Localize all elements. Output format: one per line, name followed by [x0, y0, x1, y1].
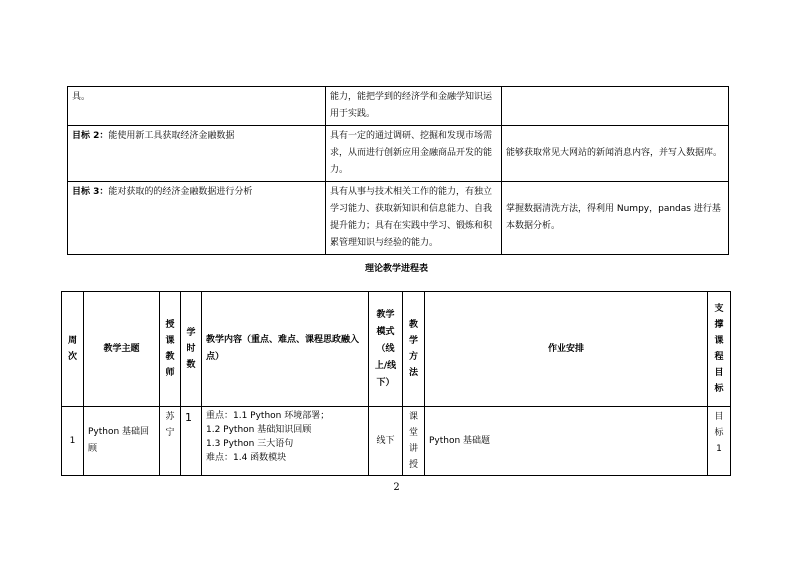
col-header-content: 教学内容（重点、难点、课程思政融入点）	[202, 292, 369, 407]
col-header-hours	[181, 292, 202, 407]
col-header-topic: 教学主题	[84, 292, 160, 407]
goal-cell	[68, 182, 326, 255]
teaching-schedule-table	[61, 291, 731, 476]
table-row	[62, 407, 731, 476]
vertical-text: 周 次	[67, 336, 77, 362]
support-cell: 能够获取常见大网站的新闻消息内容，并写入数据库。	[502, 126, 729, 182]
method-cell	[403, 407, 425, 476]
mode-cell: 线下	[369, 407, 403, 476]
col-header-week	[62, 292, 84, 407]
content-line: 1.3 Python 三大语句	[206, 439, 294, 449]
goal-label: 目标 3：	[72, 187, 109, 197]
goal-label: 目标 2：	[72, 131, 109, 141]
hours-cell: 1	[181, 407, 202, 476]
vertical-text: 支 撑 课 程 目 标	[714, 304, 724, 394]
support-cell	[502, 87, 729, 126]
vertical-text: 学 时 数	[186, 328, 196, 370]
table-row	[68, 126, 729, 182]
content-cell	[202, 407, 369, 476]
content-line: 难点：1.4 函数模块	[206, 453, 287, 463]
goal-text: 能使用新工具获取经济金融数据	[108, 131, 235, 141]
vertical-text: 教 学 方 法	[408, 320, 418, 378]
goal-text: 能对获取的的经济金融数据进行分析	[108, 187, 253, 197]
course-goals-table	[67, 86, 729, 255]
vertical-text: 授 课 教 师	[165, 320, 175, 378]
ability-cell: 具有一定的通过调研、挖掘和发现市场需求，从而进行创新应用金融商品开发的能力。	[326, 126, 502, 182]
table-row	[68, 182, 729, 255]
col-header-homework: 作业安排	[425, 292, 708, 407]
goal-cell	[708, 407, 731, 476]
teacher-cell	[160, 407, 181, 476]
goal-cell	[68, 126, 326, 182]
col-header-goal	[708, 292, 731, 407]
vertical-text: 苏 宁	[165, 412, 175, 438]
section-title: 理论教学进程表	[364, 264, 428, 274]
ability-cell: 能力，能把学到的经济学和金融学知识运用于实践。	[326, 87, 502, 126]
col-header-method	[403, 292, 425, 407]
vertical-text: 课 堂 讲 授	[408, 412, 418, 470]
topic-cell: Python 基础回顾	[84, 407, 160, 476]
content-line: 重点：1.1 Python 环境部署；	[206, 411, 330, 421]
goal-cell: 具。	[68, 87, 326, 126]
homework-cell: Python 基础题	[425, 407, 708, 476]
support-cell: 掌握数据清洗方法，得利用 Numpy，pandas 进行基本数据分析。	[502, 182, 729, 255]
page-number: 2	[393, 482, 400, 493]
col-header-teacher	[160, 292, 181, 407]
vertical-text: 目 标 1	[714, 412, 724, 454]
content-line: 1.2 Python 基础知识回顾	[206, 425, 312, 435]
header-row	[62, 292, 731, 407]
table-row	[68, 87, 729, 126]
col-header-mode: 教学模式（线上/线下）	[369, 292, 403, 407]
ability-cell: 具有从事与技术相关工作的能力，有独立学习能力、获取新知识和信息能力、自我提升能力；具有在实践中学习、锻炼和积累管理知识与经验的能力。	[326, 182, 502, 255]
week-cell: 1	[62, 407, 84, 476]
